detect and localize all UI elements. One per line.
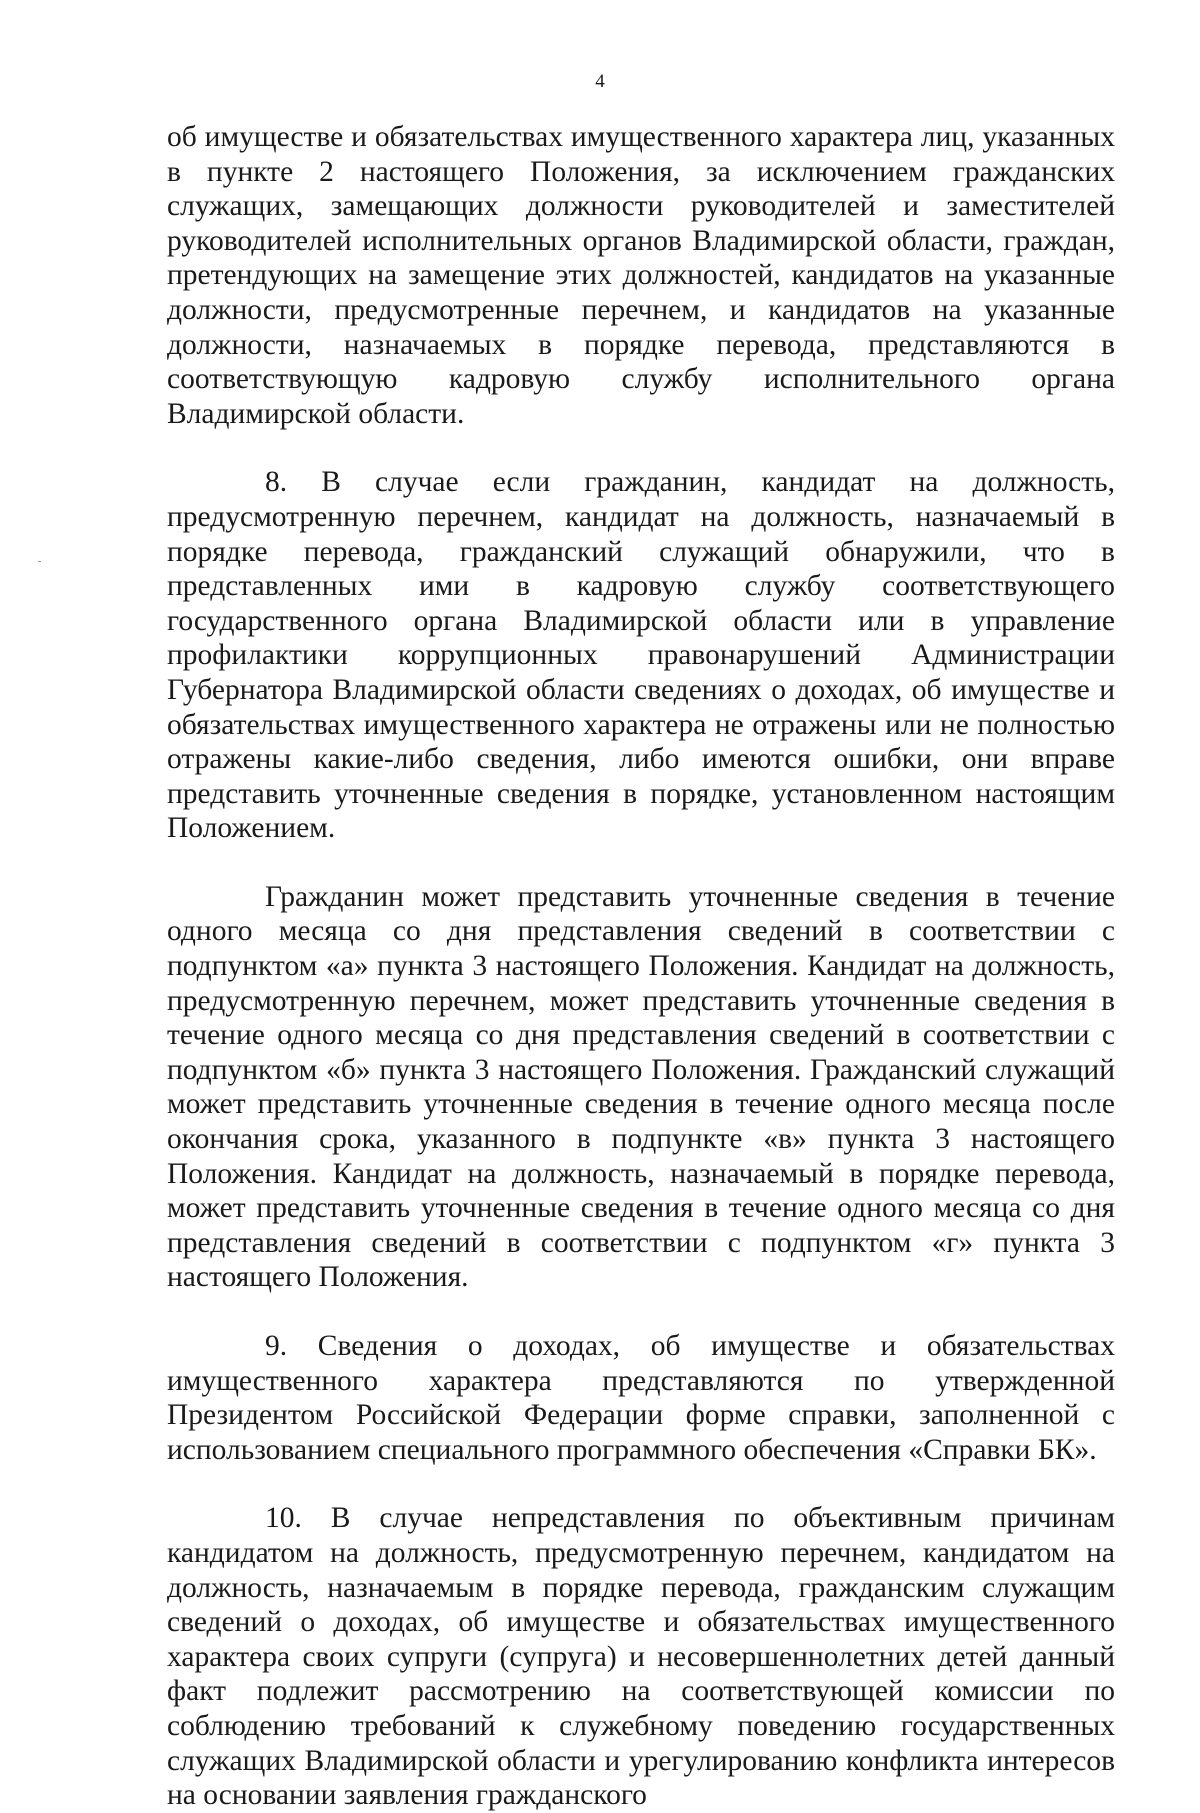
paragraph-item-10: 10. В случае непредставления по объективным причинам кандидатом на должность, предусмотренную перечнем, кандидатом на должность, назначаемым в порядке перевода, гражданским служащим сведений о доходах, об имуществе и обязательствах имущественного характера своих супруги (супруга) и несовершеннолетних детей данный факт подлежит рассмотрению на соответствующей комиссии по соблюдению требований к служебному поведению государственных служащих Владимирской области и урегулированию конфликта интересов на основании заявления гражданского (167, 1502, 1115, 1812)
page-number: 4 (595, 71, 605, 92)
paragraph-continuation: об имуществе и обязательствах имущественного характера лиц, указанных в пункте 2 настоящего Положения, за исключением гражданских служащих, замещающих должности руководителей и заместителей руководителей исполнительных органов Владимирской области, граждан, претендующих на замещение этих должностей, кандидатов на указанные должности, предусмотренные перечнем, и кандидатов на указанные должности, назначаемых в порядке перевода, представляются в соответствующую кадровую службу исполнительного органа Владимирской области. (167, 121, 1115, 430)
document-body (167, 120, 1115, 1813)
paragraph-clarification-terms: Гражданин может представить уточненные сведения в течение одного месяца со дня представления сведений в соответствии с подпунктом «а» пункта 3 настоящего Положения. Кандидат на должность, предусмотренную перечнем, может представить уточненные сведения в течение одного месяца со дня представления сведений в соответствии с подпунктом «б» пункта 3 настоящего Положения. Гражданский служащий может представить уточненные сведения в течение одного месяца после окончания срока, указанного в подпункте «в» пункта 3 настоящего Положения. Кандидат на должность, назначаемый в порядке перевода, может представить уточненные сведения в течение одного месяца со дня представления сведений в соответствии с подпунктом «г» пункта 3 настоящего Положения. (167, 880, 1115, 1294)
paragraph-item-9: 9. Сведения о доходах, об имуществе и обязательствах имущественного характера представляются по утвержденной Президентом Российской Федерации форме справки, заполненной с использованием специального программного обеспечения «Справки БК». (167, 1330, 1115, 1466)
scan-speck (38, 561, 41, 562)
paragraph-item-8: 8. В случае если гражданин, кандидат на должность, предусмотренную перечнем, кандидат на должность, назначаемый в порядке перевода, гражданский служащий обнаружили, что в представленных ими в кадровую службу соответствующего государственного органа Владимирской области или в управление профилактики коррупционных правонарушений Администрации Губернатора Владимирской области сведениях о доходах, об имуществе и обязательствах имущественного характера не отражены или не полностью отражены какие-либо сведения, либо имеются ошибки, они вправе представить уточненные сведения в порядке, установленном настоящим Положением. (167, 466, 1115, 845)
